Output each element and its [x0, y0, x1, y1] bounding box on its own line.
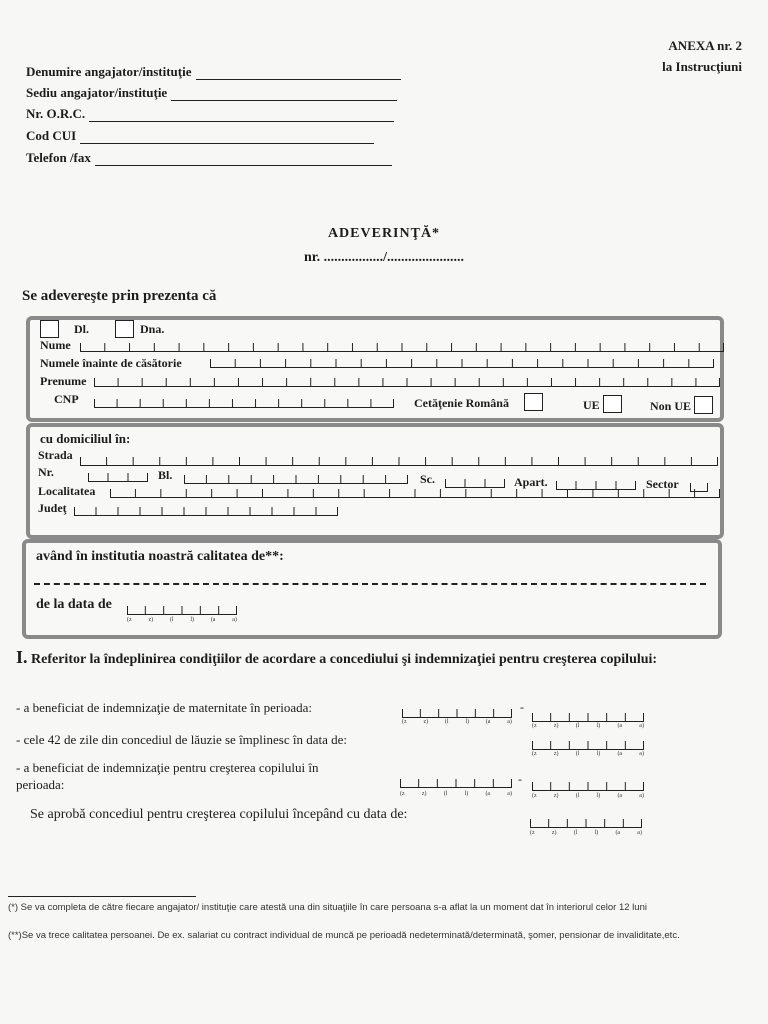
childcare-start-date[interactable] [400, 778, 512, 788]
employer-orc-label: Nr. O.R.C. [26, 106, 86, 121]
street-label: Strada [38, 448, 73, 462]
document-number: nr. ................./...................... [303, 250, 465, 265]
position-date-format: (z z) (l l) (a a) [127, 617, 237, 623]
stair-label: Sc. [420, 472, 435, 486]
employer-name-field[interactable] [196, 67, 401, 80]
number-label: Nr. [38, 465, 54, 479]
address-box [26, 423, 724, 539]
maiden-name-field[interactable] [210, 358, 714, 368]
cnp-label: CNP [54, 392, 79, 406]
section1-number: I. [16, 647, 28, 667]
county-field[interactable] [74, 506, 338, 516]
approval-date-format: (z z) (l l) (a a) [530, 830, 642, 836]
employer-orc-row [26, 106, 394, 122]
approval-date[interactable] [530, 818, 642, 828]
citizenship-romanian-checkbox[interactable] [524, 393, 543, 411]
annex-label [662, 35, 742, 77]
childcare-range-separator: - [518, 772, 522, 786]
employer-seat-label: Sediu angajator/instituţie [26, 85, 168, 100]
footnote-divider [8, 896, 196, 897]
maternity-start-date[interactable] [402, 708, 512, 718]
city-field[interactable] [110, 488, 720, 498]
employer-cui-row [26, 128, 374, 144]
position-heading: având în institutia noastră calitatea de**: [36, 549, 284, 564]
section1-heading [16, 647, 756, 670]
employer-name-row [26, 64, 401, 80]
maternity-end-format: (z z) (l l) (a a) [532, 723, 644, 729]
puerperal-date-format: (z z) (l l) (a a) [532, 751, 644, 757]
name-field[interactable] [80, 342, 724, 352]
stair-field[interactable] [445, 478, 505, 488]
childcare-start-format: (z z) (l l) (a a) [400, 791, 512, 797]
maternity-label: - a beneficiat de indemnizaţie de maternitate în perioada: [16, 700, 312, 715]
mr-label: Dl. [74, 322, 89, 336]
childcare-end-format: (z z) (l l) (a a) [532, 793, 644, 799]
street-field[interactable] [80, 456, 718, 466]
footnote-2: (**)Se va trece calitatea persoanei. De ex. salariat cu contract individual de muncă pe perioadă nedeterminată/determinată, şomer, pensionar de invaliditate,etc. [8, 930, 680, 941]
firstname-field[interactable] [94, 377, 720, 387]
position-box [22, 539, 722, 639]
childcare-label: - a beneficiat de indemnizaţie pentru creşterea copilului în perioada: [16, 760, 319, 792]
block-label: Bl. [158, 468, 173, 482]
mrs-checkbox[interactable] [115, 320, 134, 338]
position-date-field[interactable] [127, 605, 237, 615]
intro-text: Se adevereşte prin prezenta că [22, 288, 217, 304]
puerperal-date[interactable] [532, 740, 644, 750]
approval-label: Se aprobă concediul pentru creşterea copilului începând cu data de: [30, 807, 408, 822]
mr-checkbox[interactable] [40, 320, 59, 338]
person-box [26, 316, 724, 422]
citizenship-noneu-checkbox[interactable] [694, 396, 713, 414]
citizenship-eu-checkbox[interactable] [603, 395, 622, 413]
document-title: ADEVERINŢĂ* [327, 226, 441, 241]
employer-phone-field[interactable] [95, 153, 392, 166]
name-label: Nume [40, 338, 71, 352]
employer-cui-field[interactable] [80, 131, 374, 144]
childcare-end-date[interactable] [532, 781, 644, 791]
section1-title: Referitor la îndeplinirea condiţiilor de acordare a concediului şi indemnizaţiei pentru creşterea copilului: [31, 652, 658, 667]
annex-number: ANEXA nr. 2 [668, 38, 742, 53]
citizenship-noneu-label: Non UE [650, 399, 692, 413]
block-field[interactable] [184, 474, 408, 484]
citizenship-eu-label: UE [583, 398, 600, 412]
employer-seat-field[interactable] [171, 88, 397, 101]
cnp-field[interactable] [94, 398, 394, 408]
employer-seat-row [26, 85, 397, 101]
maternity-start-format: (z z) (l l) (a a) [402, 719, 512, 725]
mrs-label: Dna. [140, 322, 165, 336]
footnote-1: (*) Se va completa de către fiecare angajator/ instituţie care atestă una din situaţiile în care persoana s-a aflat la un moment dat în interiorul celor 12 luni [8, 902, 647, 913]
citizenship-romanian-label: Cetăţenie Română [414, 396, 509, 410]
employer-phone-label: Telefon /fax [26, 150, 91, 165]
maiden-name-label: Numele înainte de căsătorie [40, 356, 182, 370]
county-label: Judeţ [38, 501, 67, 515]
apartment-label: Apart. [514, 475, 548, 489]
position-field[interactable] [34, 583, 706, 585]
sector-label: Sector [646, 477, 679, 491]
firstname-label: Prenume [40, 374, 87, 388]
employer-name-label: Denumire angajator/instituţie [26, 64, 192, 79]
employer-phone-row [26, 150, 392, 166]
address-heading: cu domiciliul în: [40, 431, 131, 446]
city-label: Localitatea [38, 484, 96, 498]
employer-orc-field[interactable] [89, 109, 394, 122]
maternity-range-separator: - [520, 700, 524, 714]
number-field[interactable] [88, 472, 148, 482]
maternity-end-date[interactable] [532, 712, 644, 722]
annex-reference: la Instrucţiuni [662, 59, 742, 74]
position-date-label: de la data de [36, 597, 112, 612]
employer-cui-label: Cod CUI [26, 128, 77, 143]
puerperal-label: - cele 42 de zile din concediul de lăuzie se împlinesc în data de: [16, 732, 348, 747]
